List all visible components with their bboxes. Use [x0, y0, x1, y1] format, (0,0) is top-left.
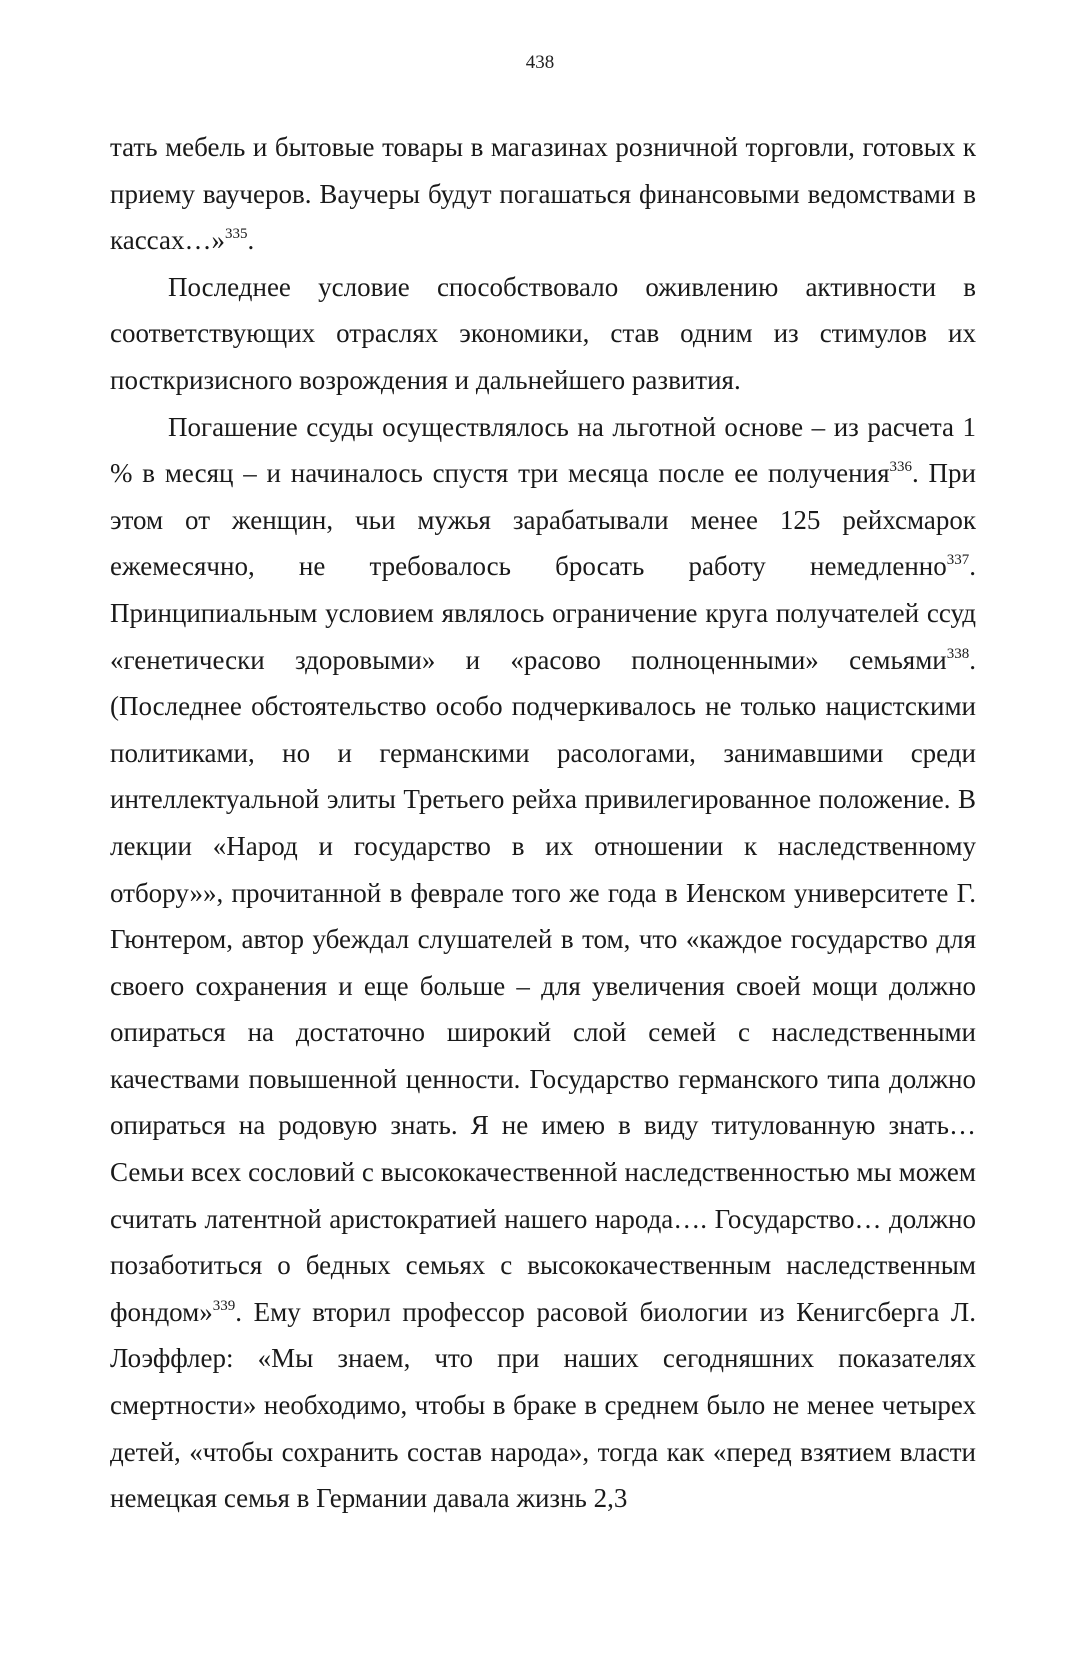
paragraph-text: тать мебель и бытовые товары в магазинах розничной торговли, готовых к приему ваучеров. Вaучеры будут погашаться финансовыми ведомствами в кассах…» — [110, 132, 976, 256]
paragraph-text: Последнее условие способствовало оживлению активности в соответствующих отраслях экономики, став одним из стимулов их посткризисного возрождения и дальнейшего развития. — [110, 271, 976, 395]
paragraph-text: . Принципиальным условием являлось ограничение круга получателей ссуд «генетически здоровыми» и «расово полноценными» семьями — [110, 551, 976, 675]
paragraph-text: . Ему вторил профессор расовой биологии из Кенигсберга Л. Лоэффлер: «Мы знаем, что при наших сегодняшних показателях смертности» необходимо, чтобы в браке в среднем было не менее четырех детей, «чтобы сохранить состав народа», тогда как «перед взятием власти немецкая семья в Германии давала жизнь 2,3 — [110, 1296, 976, 1514]
paragraph-text: . — [247, 225, 255, 256]
body-text — [110, 124, 976, 1522]
paragraph-text: . (Последнее обстоятельство особо подчеркивалось не только нацистскими политиками, но и германскими расологами, занимавшими среди интеллектуальной элиты Третьего рейха привилегированное положение. В лекции «Народ и государство в их отношении к наследственному отбору»», прочитанной в феврале того же года в Иенском университете Г. Гюнтером, автор убеждал слушателей в том, что «каждое государство для своего сохранения и еще больше – для увеличения своей мощи должно опираться на достаточно широкий слой семей с наследственными качествами повышенной ценности. Государство германского типа должно опираться на родовую знать. Я не имею в виду титулованную знать… Семьи всех сословий с высококачественной наследственностью мы можем считать латентной аристократией нашего народа…. Государство… должно позаботиться о бедных семьях с высококачественным наследственным фондом» — [110, 644, 976, 1327]
paragraph-text: . При этом от женщин, чьи мужья зарабатывали менее 125 рейхсмарок ежемесячно, не требовалось бросать работу немедленно — [110, 458, 976, 582]
paragraph — [110, 264, 976, 404]
footnote-marker: 339 — [212, 1297, 236, 1314]
footnote-marker: 337 — [946, 552, 970, 569]
footnote-marker: 336 — [889, 459, 912, 476]
paragraph — [110, 404, 976, 1522]
footnote-marker: 335 — [224, 226, 248, 243]
page-number: 438 — [525, 52, 555, 73]
paragraph-text: Погашение ссуды осуществлялось на льготной основе – из расчета 1 % в месяц – и начиналось спустя три месяца после ее получения — [110, 411, 976, 489]
paragraph — [110, 124, 976, 264]
footnote-marker: 338 — [946, 645, 970, 662]
